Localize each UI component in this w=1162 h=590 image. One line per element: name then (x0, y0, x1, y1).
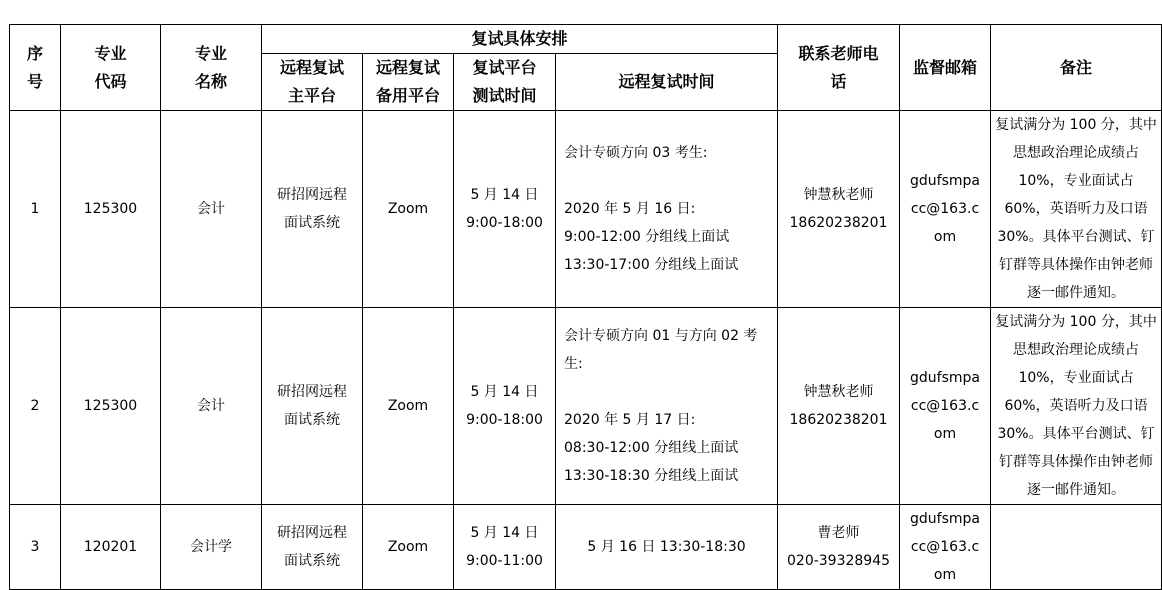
cell-contact: 曹老师 020-39328945 (778, 505, 900, 590)
cell-name: 会计学 (161, 505, 262, 590)
cell-backup-platform: Zoom (363, 505, 454, 590)
cell-code: 125300 (61, 111, 161, 308)
cell-code: 125300 (61, 308, 161, 505)
table-row (10, 111, 1162, 308)
cell-test-time: 5 月 14 日 9:00-11:00 (454, 505, 556, 590)
cell-remote-time: 5 月 16 日 13:30-18:30 (556, 505, 778, 590)
header-remote-time: 远程复试时间 (556, 54, 778, 111)
header-no: 序 号 (10, 25, 61, 111)
cell-main-platform: 研招网远程 面试系统 (262, 505, 363, 590)
cell-email: gdufsmpa cc@163.c om (900, 505, 991, 590)
cell-no: 3 (10, 505, 61, 590)
cell-remark (991, 505, 1162, 590)
cell-backup-platform: Zoom (363, 308, 454, 505)
cell-contact: 钟慧秋老师 18620238201 (778, 111, 900, 308)
cell-code: 120201 (61, 505, 161, 590)
cell-main-platform: 研招网远程 面试系统 (262, 308, 363, 505)
cell-test-time: 5 月 14 日 9:00-18:00 (454, 308, 556, 505)
cell-test-time: 5 月 14 日 9:00-18:00 (454, 111, 556, 308)
cell-no: 1 (10, 111, 61, 308)
cell-name: 会计 (161, 111, 262, 308)
header-remark: 备注 (991, 25, 1162, 111)
header-main-platform: 远程复试 主平台 (262, 54, 363, 111)
cell-remote-time: 会计专硕方向 01 与方向 02 考 生: 2020 年 5 月 17 日: 08:30-12:00 分组线上面试 13:30-18:30 分组线上面试 (556, 308, 778, 505)
cell-remote-time: 会计专硕方向 03 考生: 2020 年 5 月 16 日: 9:00-12:00 分组线上面试 13:30-17:00 分组线上面试 (556, 111, 778, 308)
cell-backup-platform: Zoom (363, 111, 454, 308)
table-row (10, 308, 1162, 505)
table-row (10, 505, 1162, 590)
schedule-table (9, 24, 1162, 590)
cell-no: 2 (10, 308, 61, 505)
header-backup-platform: 远程复试 备用平台 (363, 54, 454, 111)
cell-remark: 复试满分为 100 分，其中思想政治理论成绩占 10%，专业面试占 60%，英语听力及口语 30%。具体平台测试、钉钉群等具体操作由钟老师逐一邮件通知。 (991, 111, 1162, 308)
header-test-time: 复试平台 测试时间 (454, 54, 556, 111)
cell-contact: 钟慧秋老师 18620238201 (778, 308, 900, 505)
header-contact: 联系老师电 话 (778, 25, 900, 111)
cell-remark: 复试满分为 100 分，其中思想政治理论成绩占 10%，专业面试占 60%，英语听力及口语 30%。具体平台测试、钉钉群等具体操作由钟老师逐一邮件通知。 (991, 308, 1162, 505)
cell-email: gdufsmpa cc@163.c om (900, 111, 991, 308)
header-group: 复试具体安排 (262, 25, 778, 54)
cell-email: gdufsmpa cc@163.c om (900, 308, 991, 505)
header-name: 专业 名称 (161, 25, 262, 111)
header-email: 监督邮箱 (900, 25, 991, 111)
header-code: 专业 代码 (61, 25, 161, 111)
cell-main-platform: 研招网远程 面试系统 (262, 111, 363, 308)
cell-name: 会计 (161, 308, 262, 505)
